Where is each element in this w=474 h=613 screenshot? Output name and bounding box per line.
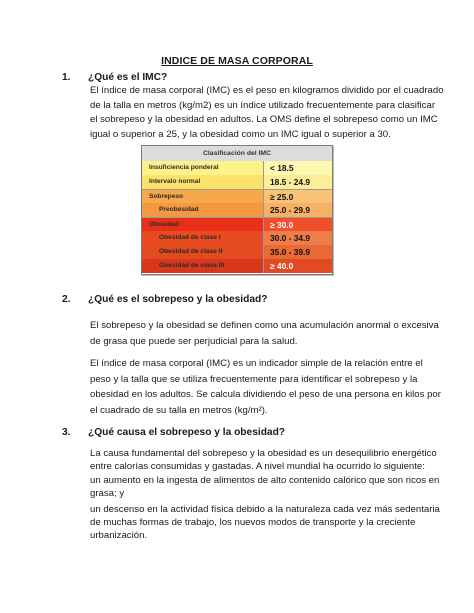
bmi-row-value: 35.0 - 39.9: [264, 245, 332, 259]
section2-paragraph-1: [90, 318, 439, 349]
bmi-row-label: Obesidad de clase III: [142, 259, 264, 273]
bmi-row-insuficiencia: [142, 161, 332, 175]
bmi-row-value: ≥ 40.0: [264, 259, 332, 273]
bmi-row-value: 30.0 - 34.9: [264, 231, 332, 245]
section1-heading: [62, 72, 167, 83]
bmi-row-value: < 18.5: [264, 161, 332, 175]
bmi-row-label: Obesidad: [142, 218, 264, 232]
section3-paragraph-1: [90, 448, 437, 473]
bmi-row-label: Intervalo normal: [142, 175, 264, 189]
bmi-row-obesidad-clase-2: [142, 245, 332, 259]
document-title: INDICE DE MASA CORPORAL: [161, 55, 313, 67]
bmi-row-obesidad-clase-3: [142, 259, 332, 273]
section3-line: urbanización.: [90, 530, 148, 541]
section1-paragraph: [90, 84, 444, 142]
section3-paragraph-2: [90, 475, 440, 500]
bmi-table-header: Clasificación del IMC: [142, 146, 332, 161]
bmi-row-label: Sobrepeso: [142, 190, 264, 204]
section2-line: el cuadrado de su talla en metros (kg/m²).: [90, 404, 268, 416]
section3-paragraph-3: [90, 503, 440, 542]
section2-line: de grasa que puede ser perjudicial para la salud.: [90, 336, 298, 347]
bmi-row-normal: [142, 175, 332, 189]
section3-line: de muchas formas de trabajo, los nuevos modos de transporte y la creciente: [90, 517, 416, 528]
section3-line: entre calorías consumidas y gastadas. A nivel mundial ha ocurrido lo siguiente:: [90, 460, 425, 472]
section2-line: obesidad en los adultos. Se calcula dividiendo el peso de una persona en kilos por: [90, 389, 441, 400]
bmi-row-sobrepeso: [142, 189, 332, 204]
bmi-row-label: Preobesidad: [142, 203, 264, 217]
bmi-row-obesidad-clase-1: [142, 231, 332, 245]
section3-line: grasa; y: [90, 487, 125, 499]
section2-heading: [62, 294, 267, 305]
section1-heading-text: ¿Qué es el IMC?: [88, 72, 168, 83]
bmi-row-obesidad: [142, 217, 332, 232]
bmi-row-label: Obesidad de clase I: [142, 231, 264, 245]
section1-line: igual o superior a 25, y la obesidad como un IMC igual o superior a 30.: [90, 128, 391, 140]
section3-heading: [62, 427, 285, 438]
bmi-row-value: 18.5 - 24.9: [264, 175, 332, 189]
section1-number: 1.: [62, 72, 71, 83]
section2-line: El índice de masa corporal (IMC) es un indicador simple de la relación entre el: [90, 358, 423, 369]
section1-line: de la talla en metros (kg/m2) es un índice utilizado frecuentemente para clasificar: [90, 99, 436, 111]
section3-heading-text: ¿Qué causa el sobrepeso y la obesidad?: [88, 427, 286, 438]
section2-line: El sobrepeso y la obesidad se definen como una acumulación anormal o excesiva: [90, 320, 439, 331]
bmi-row-value: ≥ 30.0: [264, 218, 332, 232]
bmi-row-value: ≥ 25.0: [264, 190, 332, 204]
section2-line: peso y la talla que se utiliza frecuentemente para identificar el sobrepeso y la: [90, 373, 418, 385]
section3-line: La causa fundamental del sobrepeso y la obesidad es un desequilibrio energético: [90, 448, 437, 459]
bmi-row-preobesidad: [142, 203, 332, 217]
bmi-classification-table: [141, 145, 333, 275]
section3-line: un aumento en la ingesta de alimentos de alto contenido calórico que son ricos en: [90, 475, 440, 486]
section1-line: el sobrepeso y la obesidad en adultos. La OMS define el sobrepeso como un IMC: [90, 114, 438, 126]
bmi-row-label: Obesidad de clase II: [142, 245, 264, 259]
section3-line: un descenso en la actividad física debido a la naturaleza cada vez más sedentaria: [90, 504, 440, 515]
section2-heading-text: ¿Qué es el sobrepeso y la obesidad?: [88, 294, 268, 305]
section2-number: 2.: [62, 294, 71, 305]
section2-paragraph-2: [90, 356, 441, 418]
section3-number: 3.: [62, 427, 71, 438]
section1-line: El índice de masa corporal (IMC) es el peso en kilogramos dividido por el cuadrado: [90, 85, 444, 96]
bmi-row-label: Insuficiencia ponderal: [142, 161, 264, 175]
bmi-row-value: 25.0 - 29.9: [264, 203, 332, 217]
